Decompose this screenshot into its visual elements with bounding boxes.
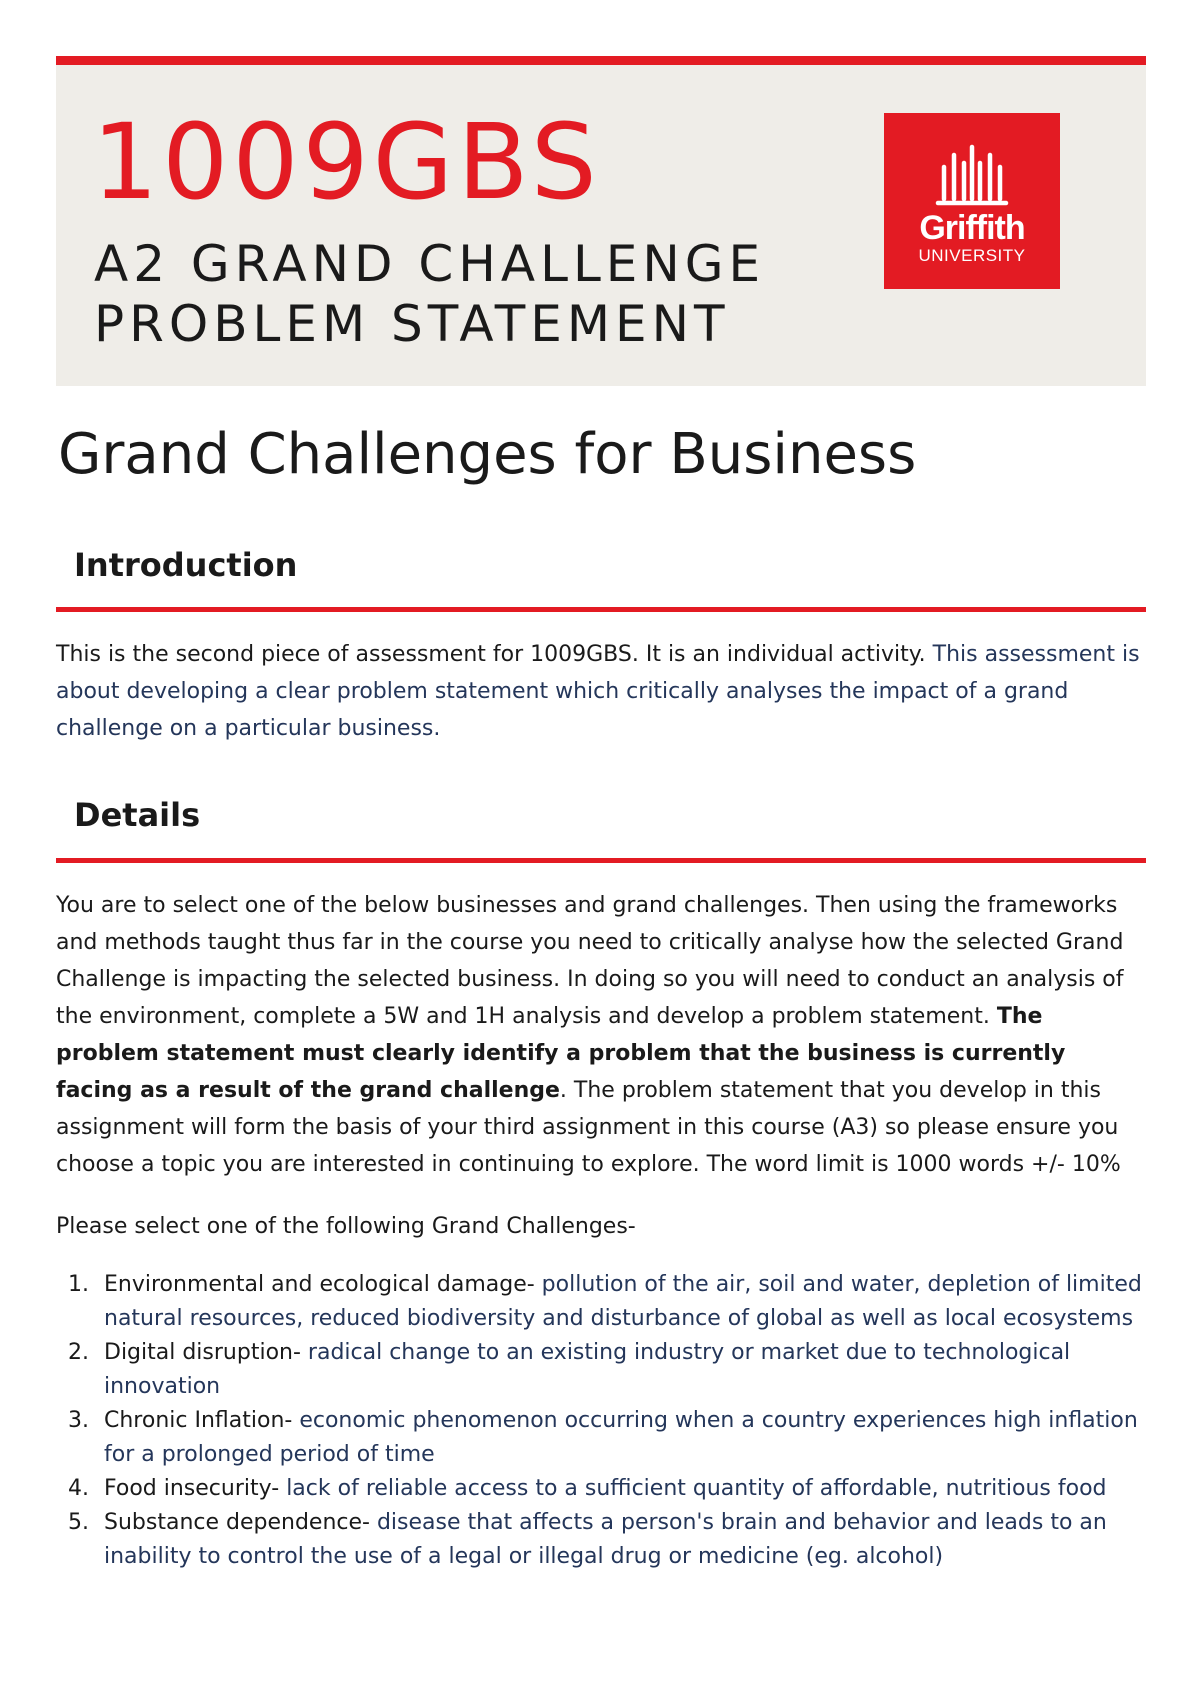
list-item-number: 3. [68, 1408, 89, 1433]
page-heading: Grand Challenges for Business [58, 422, 917, 487]
griffith-logo [884, 113, 1060, 289]
introduction-heading: Introduction [74, 546, 298, 584]
list-item-number: 5. [68, 1510, 89, 1535]
list-item-number: 2. [68, 1340, 89, 1365]
introduction-text-part-2: This assessment is about developing a clear problem statement which critically analyses the impact of a grand challenge on a particular business. [56, 642, 1140, 741]
introduction-text [56, 636, 1146, 747]
griffith-crest-icon [934, 141, 1010, 207]
details-text-part-2: . The problem statement that you develop in this assignment will form the basis of your third assignment in this course (A3) so please ensure you choose a topic you are interested in continuing to explore. The word limit is 1000 words +/- 10% [56, 1078, 1121, 1177]
logo-name: Griffith [919, 209, 1025, 247]
introduction-text-part-1: This is the second piece of assessment for 1009GBS. It is an individual activity. [56, 642, 933, 667]
list-item-name: Substance dependence- [104, 1510, 370, 1535]
details-heading: Details [74, 796, 201, 834]
logo-subtitle: UNIVERSITY [918, 246, 1026, 265]
course-code: 1009GBS [92, 101, 601, 223]
details-divider [56, 858, 1146, 863]
list-item-description: radical change to an existing industry or market due to technological innovation [104, 1340, 1071, 1399]
document-title-line-1: A2 GRAND CHALLENGE [94, 235, 766, 293]
details-text-part-1: You are to select one of the below businesses and grand challenges. Then using the frameworks and methods taught thus far in the course you need to critically analyse how the selected Grand Challenge is impacting the selected business. In doing so you will need to conduct an analysis of the environment, complete a 5W and 1H analysis and develop a problem statement. [56, 893, 1124, 1029]
list-item-description: disease that affects a person's brain and behavior and leads to an inability to control the use of a legal or illegal drug or medicine (eg. alcohol) [104, 1510, 1107, 1569]
list-item-number: 4. [68, 1476, 89, 1501]
list-item [56, 1506, 1156, 1574]
introduction-divider [56, 607, 1146, 612]
list-item-description: pollution of the air, soil and water, depletion of limited natural resources, reduced biodiversity and disturbance of global as well as local ecosystems [104, 1272, 1142, 1331]
document-title-line-2: PROBLEM STATEMENT [94, 295, 730, 353]
list-item [56, 1472, 1156, 1506]
document-title [94, 234, 765, 354]
list-item-name: Environmental and ecological damage- [104, 1272, 535, 1297]
select-prompt: Please select one of the following Grand Challenges- [56, 1214, 636, 1239]
list-item-number: 1. [68, 1272, 89, 1297]
list-item [56, 1336, 1156, 1404]
list-item-description: economic phenomenon occurring when a country experiences high inflation for a prolonged period of time [104, 1408, 1138, 1467]
details-text [56, 887, 1146, 1183]
list-item-name: Food insecurity- [104, 1476, 280, 1501]
list-item-name: Chronic Inflation- [104, 1408, 293, 1433]
details-text-emphasis: The problem statement must clearly identify a problem that the business is currently facing as a result of the grand challenge [56, 1004, 1066, 1103]
list-item [56, 1268, 1156, 1336]
list-item [56, 1404, 1156, 1472]
list-item-description: lack of reliable access to a sufficient quantity of affordable, nutritious food [279, 1476, 1107, 1501]
grand-challenges-list [56, 1268, 1156, 1574]
list-item-name: Digital disruption- [104, 1340, 301, 1365]
